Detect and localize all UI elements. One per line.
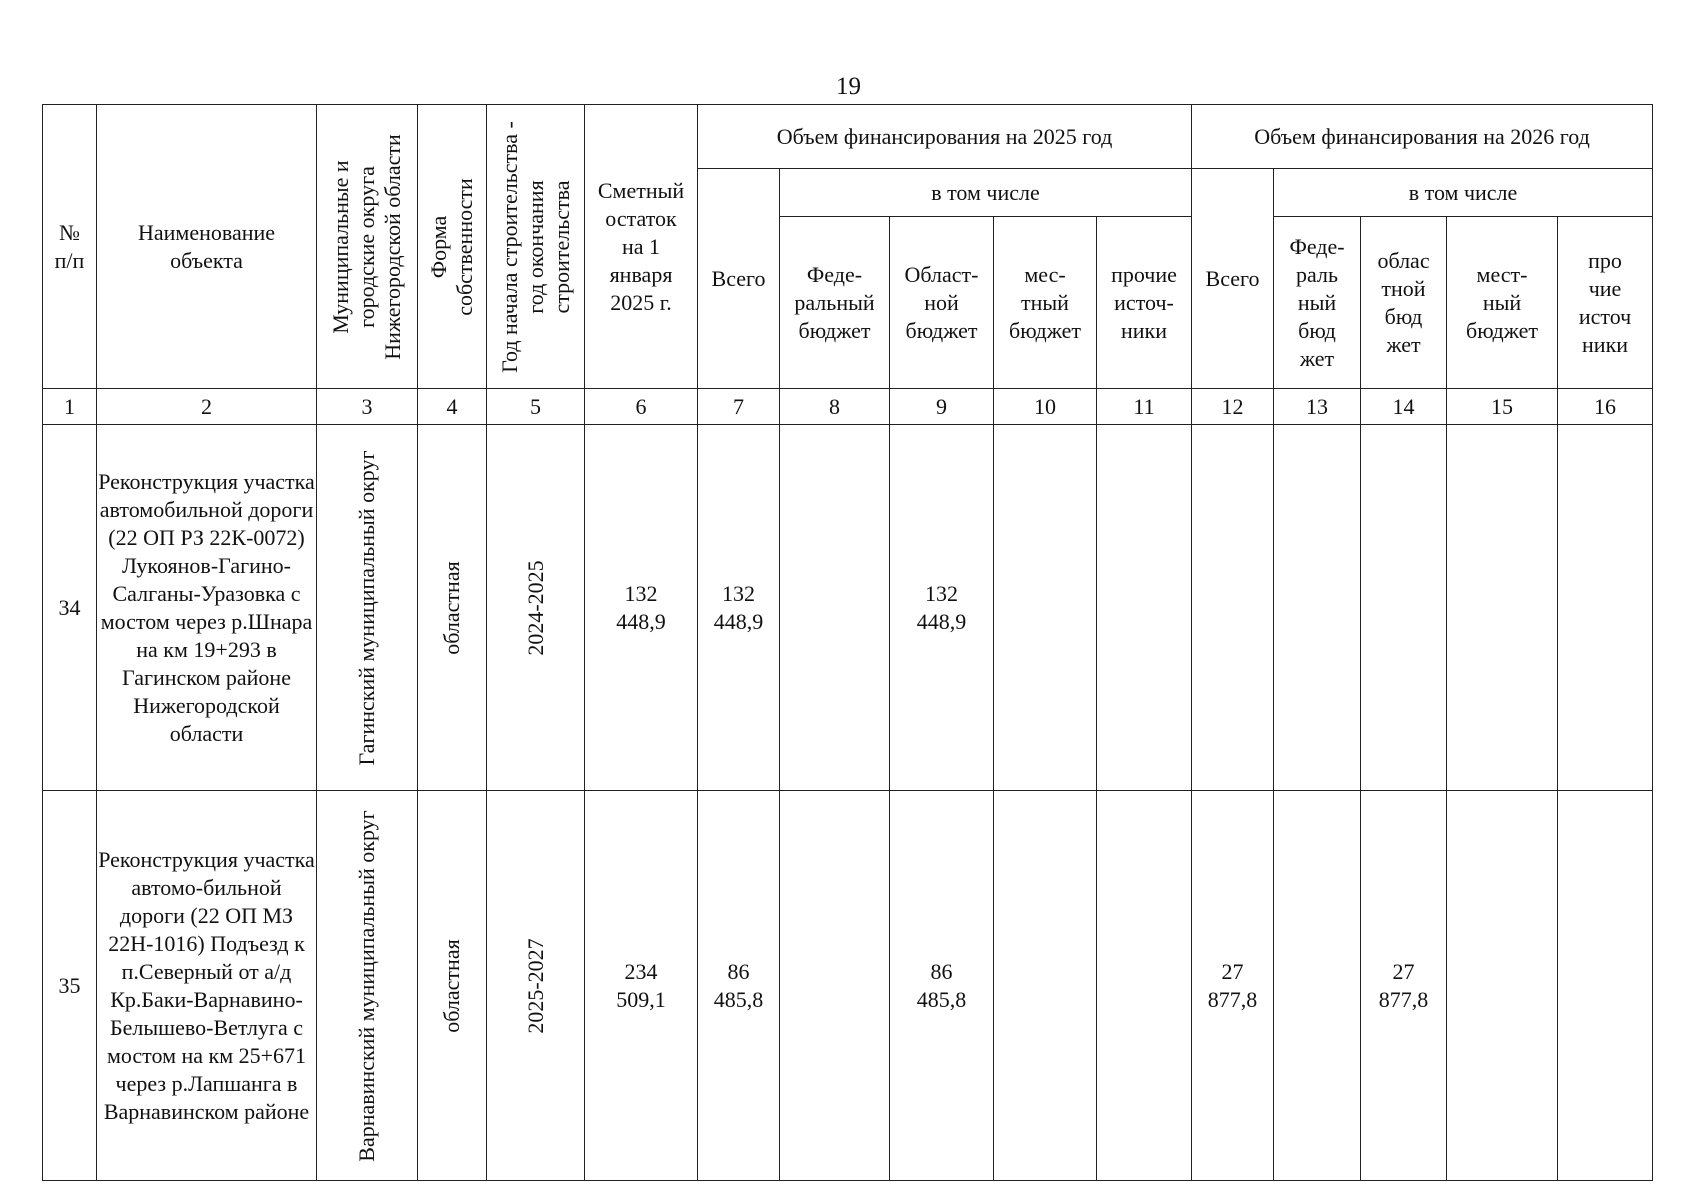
header-ownership-line1: Форма	[426, 215, 451, 278]
column-number: 4	[418, 389, 487, 425]
column-number: 10	[994, 389, 1097, 425]
row-total-2025-line1: 132	[722, 580, 755, 606]
row-estimate-line2: 509,1	[616, 986, 666, 1012]
header-ownership-line2: собственности	[452, 177, 477, 316]
row-total-2025-line1: 86	[727, 958, 750, 984]
row-total-2025-line2: 485,8	[713, 986, 764, 1012]
row-ownership	[418, 425, 487, 791]
row-years-text: 2025-2027	[522, 937, 548, 1034]
header-municipality-text	[328, 134, 406, 360]
header-including-2025: в том числе	[780, 169, 1192, 217]
row-years-text: 2024-2025	[522, 559, 548, 656]
column-number: 12	[1192, 389, 1274, 425]
header-total-2025: Всего	[698, 169, 780, 389]
row-total-2025-line2: 448,9	[713, 608, 764, 634]
header-federal-2025: Феде-ральный бюджет	[780, 217, 890, 389]
header-years-text	[497, 121, 575, 373]
row-regional-2025-line2: 448,9	[916, 608, 967, 634]
row-ownership	[418, 791, 487, 1181]
row-regional-2025	[890, 425, 994, 791]
header-years	[487, 105, 585, 389]
row-regional-2025-line2: 485,8	[916, 986, 967, 1012]
row-num: 34	[43, 425, 97, 791]
header-years-line1: Год начала строительства -	[496, 120, 522, 373]
header-municipality	[317, 105, 418, 389]
column-number: 6	[585, 389, 698, 425]
row-regional-2026-line2: 877,8	[1378, 986, 1429, 1012]
header-municipality-line2: городские округа	[354, 165, 379, 328]
row-municipality-text: Гагинский муниципальный округ	[354, 449, 379, 766]
column-number: 14	[1361, 389, 1447, 425]
row-total-2025	[698, 425, 780, 791]
row-municipality	[317, 791, 418, 1181]
row-ownership-text: областная	[439, 938, 464, 1033]
header-including-2026: в том числе	[1274, 169, 1653, 217]
header-ownership	[418, 105, 487, 389]
row-federal-2026	[1274, 791, 1361, 1181]
row-total-2026	[1192, 425, 1274, 791]
row-object-name: Реконструкция участка автомо-бильной дороги (22 ОП МЗ 22Н-1016) Подъезд к п.Северный от а/д Кр.Баки-Варнавино-Белышево-Ветлуга с мостом на км 25+671 через р.Лапшанга в Варнавинском районе	[97, 791, 317, 1181]
header-regional-2026: облас тной бюд жет	[1361, 217, 1447, 389]
header-ownership-text	[426, 178, 478, 316]
row-regional-2026	[1361, 425, 1447, 791]
row-local-2025	[994, 791, 1097, 1181]
table-row	[43, 425, 1653, 791]
row-other-2026	[1558, 425, 1653, 791]
row-estimate-line2: 448,9	[616, 608, 666, 634]
row-regional-2026-line1: 27	[1392, 958, 1415, 984]
column-number: 5	[487, 389, 585, 425]
table-row	[43, 791, 1653, 1181]
header-num: № п/п	[43, 105, 97, 389]
row-total-2026	[1192, 791, 1274, 1181]
row-municipality-text: Варнавинский муниципальный округ	[354, 809, 379, 1162]
row-estimate	[585, 791, 698, 1181]
header-name: Наименование объекта	[97, 105, 317, 389]
row-num: 35	[43, 791, 97, 1181]
row-federal-2025	[780, 791, 890, 1181]
row-municipality	[317, 425, 418, 791]
column-numbers-row	[43, 389, 1653, 425]
row-years	[487, 791, 585, 1181]
row-other-2025	[1097, 791, 1192, 1181]
row-estimate-line1: 234	[624, 958, 658, 984]
header-municipality-line3: Нижегородской области	[380, 133, 405, 360]
row-other-2025	[1097, 425, 1192, 791]
header-regional-2025: Област-ной бюджет	[890, 217, 994, 389]
column-number: 7	[698, 389, 780, 425]
row-regional-2025-line1: 132	[925, 580, 958, 606]
row-total-2026-line1: 27	[1221, 958, 1244, 984]
header-other-2026: про чие источ ники	[1558, 217, 1653, 389]
header-years-line2: год окончания	[522, 179, 548, 314]
header-municipality-line1: Муниципальные и	[328, 159, 353, 334]
header-local-2025: мес-тный бюджет	[994, 217, 1097, 389]
row-total-2025	[698, 791, 780, 1181]
column-number: 15	[1447, 389, 1558, 425]
row-object-name: Реконструкция участка автомобильной дороги (22 ОП РЗ 22К-0072) Лукоянов-Гагино-Салганы-Уразовка с мостом через р.Шнара на км 19+293 в Гагинском районе Нижегородской области	[97, 425, 317, 791]
column-number: 16	[1558, 389, 1653, 425]
header-total-2026: Всего	[1192, 169, 1274, 389]
row-local-2026	[1447, 425, 1558, 791]
header-group-2025: Объем финансирования на 2025 год	[698, 105, 1192, 169]
header-years-line3: строительства	[548, 179, 574, 314]
column-number: 3	[317, 389, 418, 425]
header-local-2026: мест-ный бюджет	[1447, 217, 1558, 389]
header-federal-2026: Феде-раль ный бюд жет	[1274, 217, 1361, 389]
row-estimate	[585, 425, 698, 791]
column-number: 13	[1274, 389, 1361, 425]
column-number: 1	[43, 389, 97, 425]
row-local-2026	[1447, 791, 1558, 1181]
column-number: 8	[780, 389, 890, 425]
page-number: 19	[836, 73, 861, 100]
column-number: 9	[890, 389, 994, 425]
row-ownership-text: областная	[439, 560, 464, 655]
row-regional-2025-line1: 86	[930, 958, 953, 984]
row-federal-2026	[1274, 425, 1361, 791]
row-regional-2026	[1361, 791, 1447, 1181]
row-estimate-line1: 132	[624, 580, 658, 606]
row-years	[487, 425, 585, 791]
row-other-2026	[1558, 791, 1653, 1181]
financing-table	[42, 104, 1653, 1181]
column-number: 2	[97, 389, 317, 425]
header-estimate: Сметный остаток на 1 января 2025 г.	[585, 105, 698, 389]
column-number: 11	[1097, 389, 1192, 425]
row-federal-2025	[780, 425, 890, 791]
header-group-2026: Объем финансирования на 2026 год	[1192, 105, 1653, 169]
row-total-2026-line2: 877,8	[1207, 986, 1258, 1012]
row-regional-2025	[890, 791, 994, 1181]
header-other-2025: прочие источ-ники	[1097, 217, 1192, 389]
row-local-2025	[994, 425, 1097, 791]
